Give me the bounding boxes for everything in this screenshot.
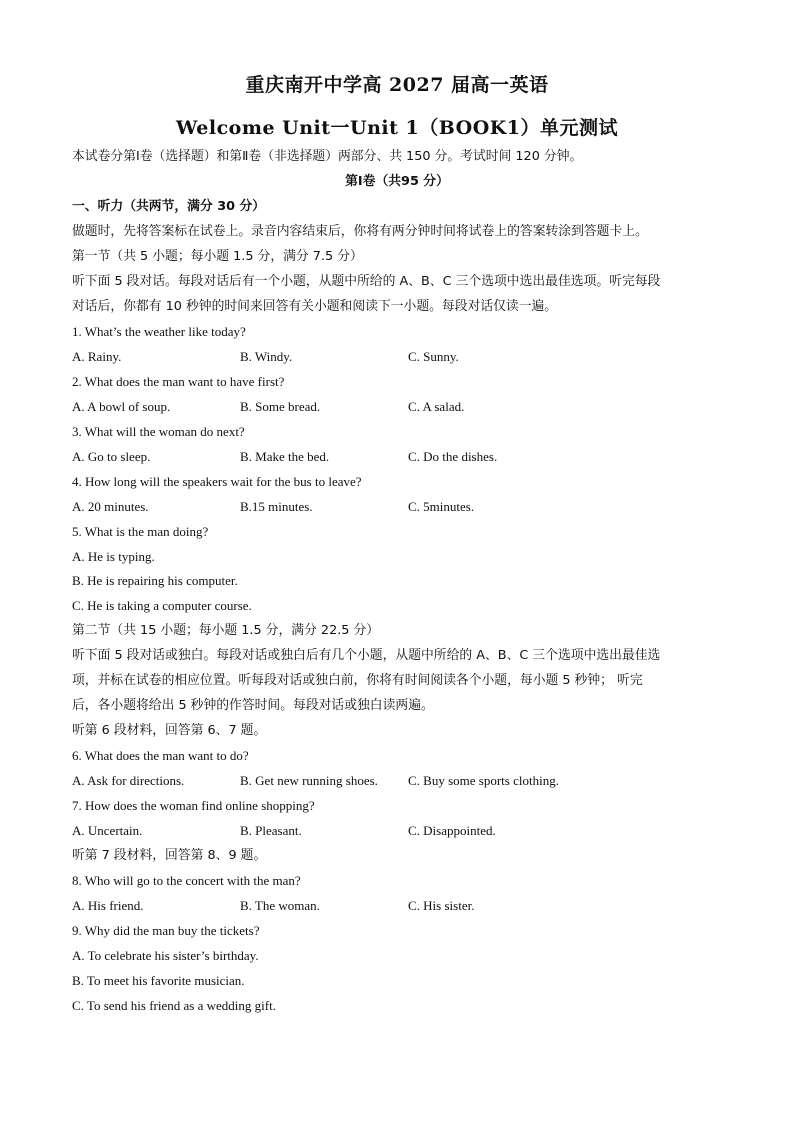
section2-instruction-line1: 听下面 5 段对话或独白。每段对话或独白后有几个小题，从题中所给的 A、B、C 三个选项中选出最佳选 — [72, 648, 661, 663]
q6-option-b: B. Get new running shoes. — [240, 773, 378, 788]
q5-option-a: A. He is typing. — [72, 549, 155, 564]
q8-option-b: B. The woman. — [240, 898, 320, 913]
q4-option-b: B.15 minutes. — [240, 499, 313, 514]
q8-option-a: A. His friend. — [72, 898, 144, 913]
q1-option-c: C. Sunny. — [408, 349, 459, 364]
q6-option-a: A. Ask for directions. — [72, 773, 185, 788]
part1-heading: 一、听力（共两节，满分 30 分） — [72, 199, 266, 214]
q7-option-b: B. Pleasant. — [240, 823, 302, 838]
question-stem-6: 6. What does the man want to do? — [72, 748, 249, 763]
page-title: 重庆南开中学高 2027 届高一英语 — [245, 74, 549, 96]
q3-option-c: C. Do the dishes. — [408, 449, 498, 464]
q3-option-a: A. Go to sleep. — [72, 449, 151, 464]
question-stem-5: 5. What is the man doing? — [72, 524, 209, 539]
material-6-heading: 听第 6 段材料，回答第 6、7 题。 — [72, 723, 267, 738]
exam-intro: 本试卷分第Ⅰ卷（选择题）和第Ⅱ卷（非选择题）两部分、共 150 分。考试时间 120 分钟。 — [72, 149, 583, 164]
question-stem-2: 2. What does the man want to have first? — [72, 374, 285, 389]
q6-option-c: C. Buy some sports clothing. — [408, 773, 559, 788]
q8-option-c: C. His sister. — [408, 898, 475, 913]
section1-instruction-line1: 听下面 5 段对话。每段对话后有一个小题，从题中所给的 A、B、C 三个选项中选出最佳选项。听完每段 — [72, 274, 661, 289]
q4-option-a: A. 20 minutes. — [72, 499, 149, 514]
question-stem-7: 7. How does the woman find online shopping? — [72, 798, 315, 813]
part1-instruction: 做题时，先将答案标在试卷上。录音内容结束后，你将有两分钟时间将试卷上的答案转涂到答题卡上。 — [72, 224, 648, 239]
question-stem-3: 3. What will the woman do next? — [72, 424, 245, 439]
section1-instruction-line2: 对话后，你都有 10 秒钟的时间来回答有关小题和阅读下一小题。每段对话仅读一遍。 — [72, 299, 558, 314]
section2-heading: 第二节（共 15 小题；每小题 1.5 分，满分 22.5 分） — [72, 623, 380, 638]
q2-option-c: C. A salad. — [408, 399, 465, 414]
question-stem-1: 1. What’s the weather like today? — [72, 324, 246, 339]
q1-option-b: B. Windy. — [240, 349, 293, 364]
material-7-heading: 听第 7 段材料，回答第 8、9 题。 — [72, 848, 267, 863]
section1-heading: 第一节（共 5 小题；每小题 1.5 分，满分 7.5 分） — [72, 249, 363, 264]
q9-option-b: B. To meet his favorite musician. — [72, 973, 245, 988]
question-stem-8: 8. Who will go to the concert with the man? — [72, 873, 301, 888]
q7-option-a: A. Uncertain. — [72, 823, 143, 838]
page-subtitle: Welcome Unit一Unit 1（BOOK1）单元测试 — [176, 117, 618, 139]
q5-option-b: B. He is repairing his computer. — [72, 573, 238, 588]
section2-instruction-line2: 项，并标在试卷的相应位置。听每段对话或独白前，你将有时间阅读各个小题，每小题 5 秒钟； 听完 — [72, 673, 643, 688]
q4-option-c: C. 5minutes. — [408, 499, 475, 514]
q2-option-a: A. A bowl of soup. — [72, 399, 171, 414]
question-stem-4: 4. How long will the speakers wait for the bus to leave? — [72, 474, 362, 489]
q1-option-a: A. Rainy. — [72, 349, 122, 364]
q7-option-c: C. Disappointed. — [408, 823, 496, 838]
q2-option-b: B. Some bread. — [240, 399, 321, 414]
volume-heading: 第Ⅰ卷（共95 分） — [345, 174, 449, 189]
q9-option-c: C. To send his friend as a wedding gift. — [72, 998, 276, 1013]
question-stem-9: 9. Why did the man buy the tickets? — [72, 923, 260, 938]
q9-option-a: A. To celebrate his sister’s birthday. — [72, 948, 259, 963]
section2-instruction-line3: 后，各小题将给出 5 秒钟的作答时间。每段对话或独白读两遍。 — [72, 698, 434, 713]
q5-option-c: C. He is taking a computer course. — [72, 598, 252, 613]
q3-option-b: B. Make the bed. — [240, 449, 330, 464]
